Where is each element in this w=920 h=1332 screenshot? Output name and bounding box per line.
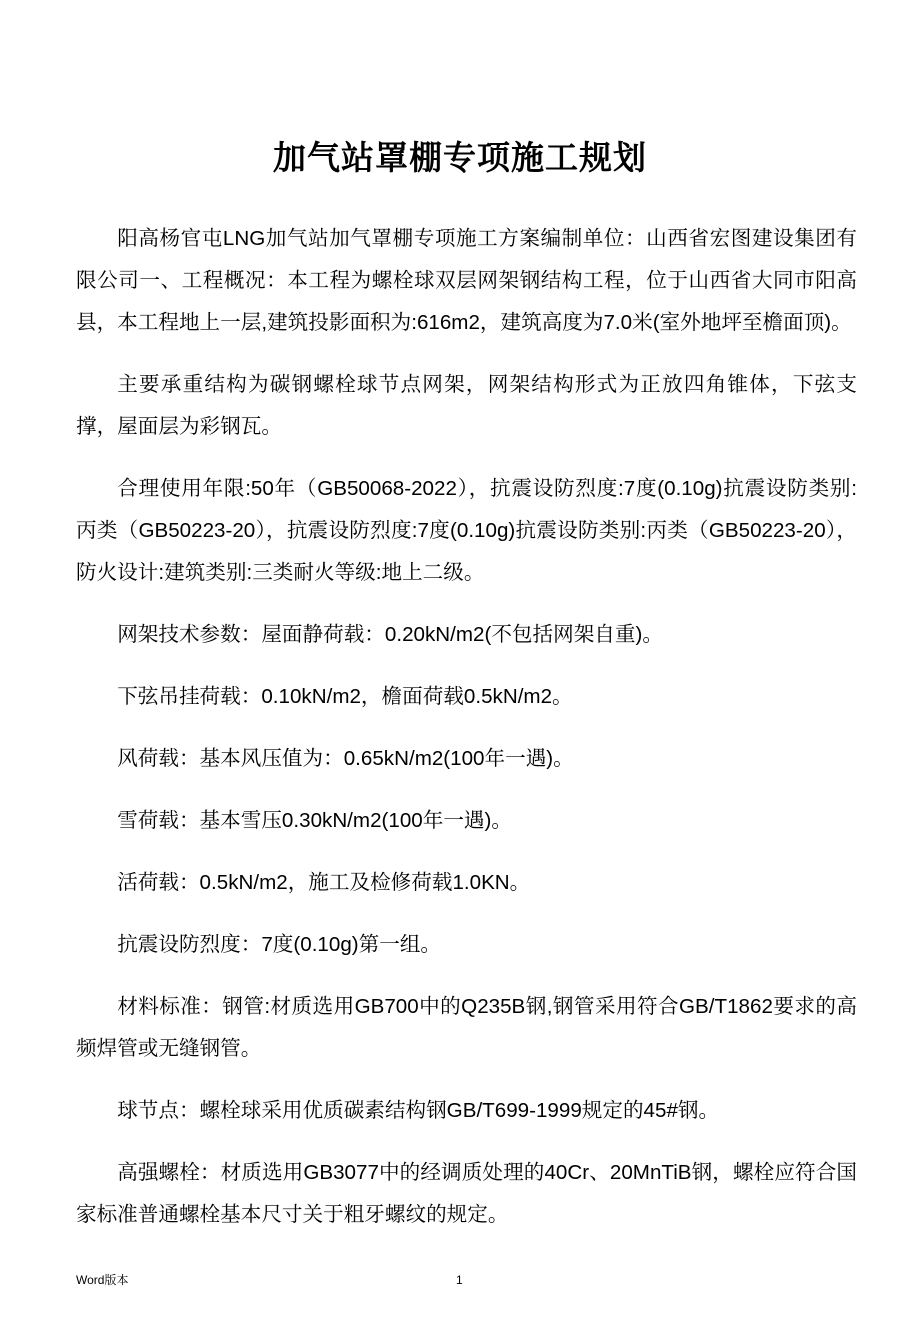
paragraph-high-strength-bolt: 高强螺栓：材质选用GB3077中的经调质处理的40Cr、20MnTiB钢，螺栓应符合国家标准普通螺栓基本尺寸关于粗牙螺纹的规定。 xyxy=(76,1161,857,1226)
paragraph-seismic: 抗震设防烈度：7度(0.10g)第一组。 xyxy=(117,933,442,956)
paragraph-material-standard: 材料标准：钢管:材质选用GB700中的Q235B钢,钢管采用符合GB/T1862要求的高频焊管或无缝钢管。 xyxy=(76,995,857,1060)
footer-label: Word版本 xyxy=(76,1273,129,1287)
page-footer xyxy=(0,1256,920,1292)
paragraph-hanging-load: 下弦吊挂荷载：0.10kN/m2，檐面荷载0.5kN/m2。 xyxy=(117,685,573,708)
page-number: 1 xyxy=(456,1273,463,1287)
paragraph-snow-load: 雪荷载：基本雪压0.30kN/m2(100年一遇)。 xyxy=(117,809,512,832)
paragraph-service-life: 合理使用年限:50年（GB50068-2022），抗震设防烈度:7度(0.10g)抗震设防类别:丙类（GB50223-20），抗震设防烈度:7度(0.10g)抗震设防类别:丙类（GB50223-20），防火设计:建筑类别:三类耐火等级:地上二级。 xyxy=(76,477,857,584)
paragraph-wind-load: 风荷载：基本风压值为：0.65kN/m2(100年一遇)。 xyxy=(117,747,574,770)
paragraph-ball-joint: 球节点：螺栓球采用优质碳素结构钢GB/T699-1999规定的45#钢。 xyxy=(117,1099,720,1122)
paragraph-live-load: 活荷载：0.5kN/m2，施工及检修荷载1.0KN。 xyxy=(117,871,531,894)
paragraph-main-structure: 主要承重结构为碳钢螺栓球节点网架，网架结构形式为正放四角锥体，下弦支撑，屋面层为彩钢瓦。 xyxy=(76,373,857,438)
paragraph-project-overview: 阳高杨官屯LNG加气站加气罩棚专项施工方案编制单位：山西省宏图建设集团有限公司一、工程概况：本工程为螺栓球双层网架钢结构工程，位于山西省大同市阳高县，本工程地上一层,建筑投影面积为:616m2，建筑高度为7.0米(室外地坪至檐面顶)。 xyxy=(76,227,857,334)
paragraph-roof-static-load: 网架技术参数：屋面静荷载：0.20kN/m2(不包括网架自重)。 xyxy=(117,623,663,646)
document-body xyxy=(76,218,857,1256)
document-title: 加气站罩棚专项施工规划 xyxy=(273,138,647,177)
